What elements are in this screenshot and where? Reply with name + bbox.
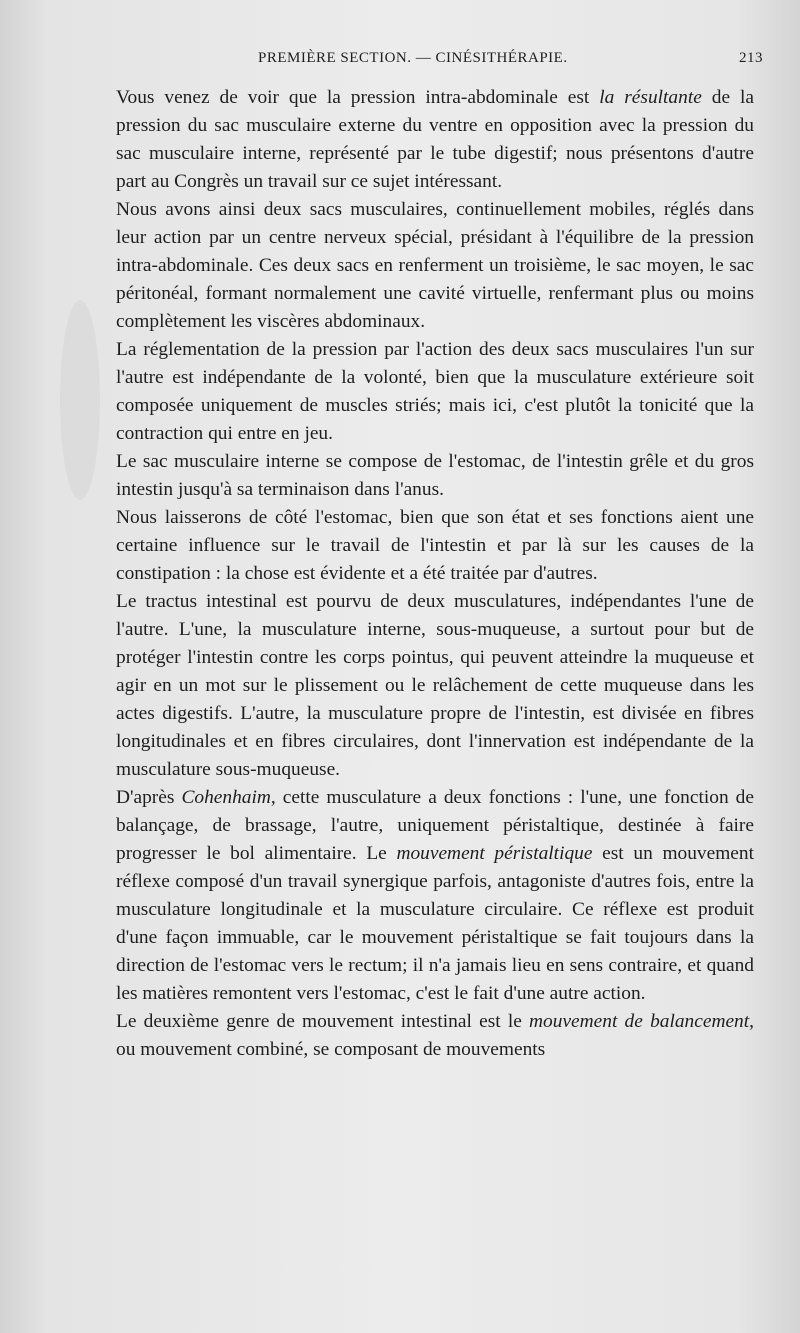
text-run: , cette musculature a deux fonctions : l'une, une fonction de balançage, de brassage, l'autre, uniquement péristaltique, destinée à faire progresser le bol alimentaire. Le: [116, 787, 754, 864]
italic-text: la résultante: [599, 87, 702, 108]
paragraph: [116, 84, 754, 196]
text-run: , ou mouvement combiné, se composant de mouvements: [116, 1011, 755, 1060]
italic-text: mouvement péristaltique: [396, 843, 593, 864]
paragraph: [116, 196, 754, 336]
text-run: Le sac musculaire interne se compose de l'estomac, de l'intestin grêle et du gros intestin jusqu'à sa terminaison dans l'anus.: [116, 451, 754, 500]
body-text: [116, 84, 754, 1064]
text-run: est un mouvement réflexe composé d'un travail synergique parfois, antagoniste d'autres fois, entre la musculature longitudinale et la musculature circulaire. Ce réflexe est produit d'une façon immuable, car le mouvement péristaltique se fait toujours dans la direction de l'estomac vers le rectum; il n'a jamais lieu en sens contraire, et quand les matières remontent vers l'estomac, c'est le fait d'une autre action.: [116, 843, 754, 1004]
italic-text: mouvement de balancement: [529, 1011, 750, 1032]
paragraph: [116, 588, 754, 784]
text-run: Le deuxième genre de mouvement intestinal est le: [116, 1011, 530, 1032]
text-run: Le tractus intestinal est pourvu de deux musculatures, indépendantes l'une de l'autre. L'une, la musculature interne, sous-muqueuse, a surtout pour but de protéger l'intestin contre les corps pointus, qui peuvent atteindre la muqueuse et agir en un mot sur le plissement ou le relâchement de cette muqueuse dans les actes digestifs. L'autre, la musculature propre de l'intestin, est divisée en fibres longitudinales et en fibres circulaires, dont l'innervation est indépendante de la musculature sous-muqueuse.: [116, 591, 754, 780]
paragraph: [116, 1008, 754, 1064]
paragraph: [116, 448, 754, 504]
paper-shadow: [60, 300, 100, 500]
paragraph: [116, 336, 754, 448]
text-run: Nous avons ainsi deux sacs musculaires, continuellement mobiles, réglés dans leur action par un centre nerveux spécial, présidant à l'équilibre de la pression intra-abdominale. Ces deux sacs en renferment un troisième, le sac moyen, le sac péritonéal, formant normalement une cavité virtuelle, renfermant plus ou moins complètement les viscères abdominaux.: [116, 199, 754, 332]
section-title: PREMIÈRE SECTION. — CINÉSITHÉRAPIE.: [258, 50, 568, 66]
text-run: de la pression du sac musculaire externe du ventre en opposition avec la pression du sac musculaire interne, représenté par le tube digestif; nous présentons d'autre part au Congrès un travail sur ce sujet intéressant.: [116, 87, 754, 192]
italic-text: Cohenhaim: [181, 787, 271, 808]
text-run: Nous laisserons de côté l'estomac, bien que son état et ses fonctions aient une certaine influence sur le travail de l'intestin et par là sur les causes de la constipation : la chose est évidente et a été traitée par d'autres.: [116, 507, 754, 584]
text-run: D'après: [116, 787, 182, 808]
paragraph: [116, 504, 754, 588]
page-number: 213: [739, 50, 763, 66]
text-run: La réglementation de la pression par l'action des deux sacs musculaires l'un sur l'autre est indépendante de la volonté, bien que la musculature extérieure soit composée uniquement de muscles striés; mais ici, c'est plutôt la tonicité que la contraction qui entre en jeu.: [116, 339, 754, 444]
running-head: [118, 50, 763, 76]
text-run: Vous venez de voir que la pression intra-abdominale est: [116, 87, 600, 108]
paragraph: [116, 784, 754, 1008]
